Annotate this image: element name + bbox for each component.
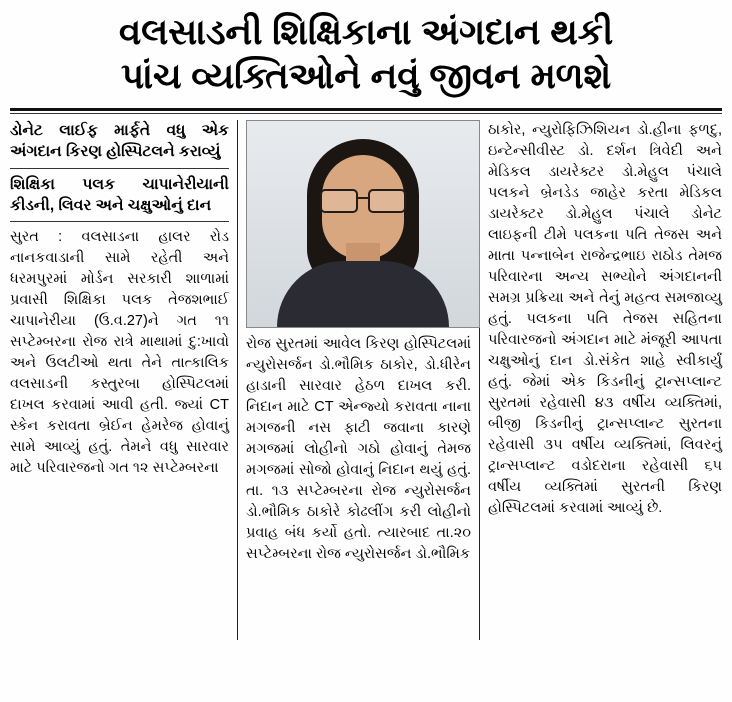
portrait-photo-wrapper [246, 120, 478, 328]
headline-divider-thick [10, 108, 722, 111]
photo-lens-right [368, 189, 406, 213]
body-text-left: સુરત : વલસાડના હાલર રોડ નાનકવાડાની સામે રહેતી અને ધરમપુરમાં મોર્ડન સરકારી શાળામાં પ્રવાસી શિક્ષિકા પલક તેજશભાઈ ચાપાનેરીયા (ઉ.વ.27)ને ગત ૧૧ સપ્ટેમ્બરના રોજ રાત્રે માથામાં દુ:ખાવો અને ઉલટીઓ થતા તેને તાત્કાલિક વલસાડની કસ્તુરબા હોસ્પિટલમાં દાખલ કરવામાં આવી હતી. જ્યાં CT સ્કેન કરાવતા બ્રેઈન હેમરેજ હોવાનું સામે આવ્યું હતું. તેમને વધુ સારવાર માટે પરિવારજનો ગત ૧૨ સપ્ટેમ્બરના [10, 229, 229, 477]
column-middle [238, 120, 480, 640]
subhead-divider-2 [10, 221, 229, 222]
headline-line-2: પાંચ વ્યક્તિઓને નવું જીવન મળશે [120, 54, 612, 96]
photo-lens-left [320, 189, 358, 213]
subhead-divider-1 [10, 168, 229, 169]
body-text-middle: રોજ સુરતમાં આવેલ કિરણ હોસ્પિટલમાં ન્યુરોસર્જન ડો.ભૌમિક ઠાકોર, ડો.ધીરેન હાડાની સારવાર હેઠળ દાખલ કરી. નિદાન માટે CT એન્જ્યો કરાવતા નાના મગજની નસ ફાટી જવાના કારણે મગજમાં લોહીનો ગઠો હોવાનું તેમજ મગજમાં સોજો હોવાનું નિદાન થયું હતું. તા. ૧૩ સપ્ટેમ્બરના રોજ ન્યુરોસર્જન ડો.ભૌમિક ઠાકોરે કોઢલીંગ કરી લોહીનો પ્રવાહ બંધ કર્યો હતો. ત્યારબાદ તા.૨૦ સપ્ટેમ્બરના રોજ ન્યુરોસર્જન ડો.ભૌમિક [246, 335, 471, 562]
page-title [10, 6, 722, 100]
headline-divider-thin [10, 113, 722, 114]
article-columns [10, 120, 722, 640]
body-text-right: ઠાકોર, ન્યુરોફિઝિશિયન ડો.હીના ફળદુ, ઇન્ટેન્સીવીસ્ટ ડો. દર્શન ત્રિવેદી અને મેડિકલ ડાયરેક્ટર ડો.મેહુલ પંચાલે પલકને બ્રેનડેડ જાહેર કરતા મેડિકલ ડાયરેક્ટર ડો.મેહુલ પંચાલે ડોનેટ લાઇફની ટીમે પલકના પતિ તેજસ અને માતા પન્નાબેન રાજેન્દ્રભાઇ રાઠોડ તેમજ પરિવારના અન્ય સભ્યોને અંગદાનની સમગ્ર પ્રક્રિયા અને તેનું મહત્વ સમજાવ્યુ હતું. પલકના પતિ તેજસ સહિતના પરિવારજનો અંગદાન માટે મંજૂરી આપતા ચક્ષુઓનું દાન ડો.સંકેત શાહે સ્વીકાર્યું હતું. જેમાં એક કિડનીનું ટ્રાન્સપ્લાન્ટ સુરતમાં રહેવાસી ૪૩ વર્ષીય વ્યક્તિમાં, બીજી કિડનીનું ટ્રાન્સપ્લાન્ટ સુરતના રહેવાસી ૩૫ વર્ષીય વ્યક્તિમાં, લિવરનું ટ્રાન્સપ્લાન્ટ વડોદરાના રહેવાસી ૬૫ વર્ષીય વ્યક્તિમાં સુરતની કિરણ હોસ્પિટલમાં કરવામાં આવ્યું છે. [488, 121, 722, 517]
subhead-donate-life: ડોનેટ લાઈફ માર્ફતે વધુ એક અંગદાન કિરણ હોસ્પિટલને કરાવ્યું [10, 121, 229, 161]
subhead-organ-donation: શિક્ષિકા પલક ચાપાનેરીયાની કીડની, લિવર અને ચક્ષુઓનું દાન [10, 175, 229, 214]
teacher-portrait-photo [246, 120, 480, 328]
column-left [10, 120, 238, 640]
column-right [480, 120, 722, 640]
glasses-icon [320, 189, 406, 209]
headline-line-1: વલસાડની શિક્ષિકાના અંગદાન થકી [118, 11, 614, 52]
